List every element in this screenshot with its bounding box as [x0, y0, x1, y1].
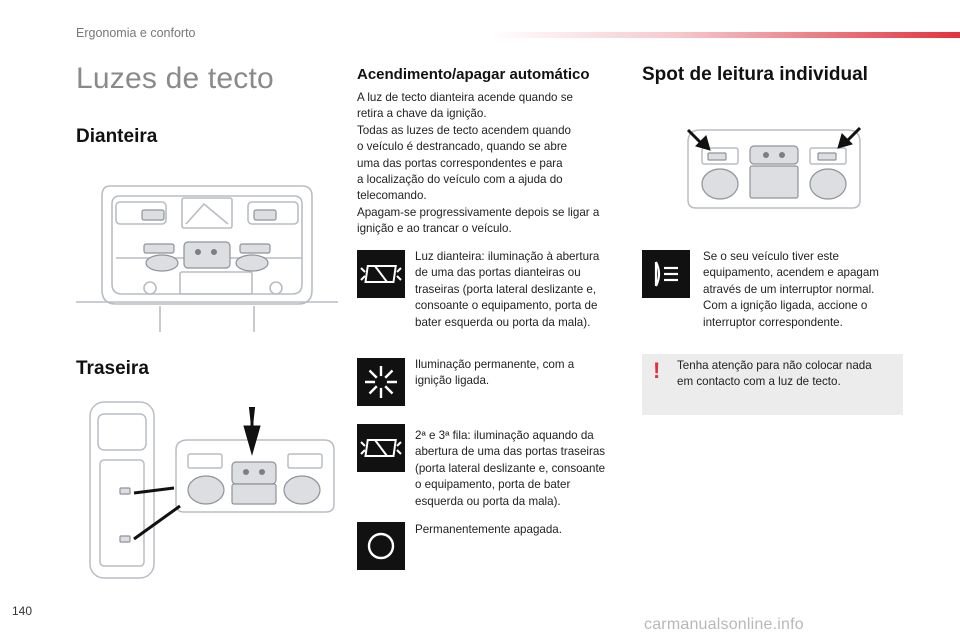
header-accent-bar [490, 32, 960, 38]
off-light-text: Permanentemente apagada. [415, 523, 562, 536]
reading-spot-heading: Spot de leitura individual [642, 64, 868, 85]
auto-on-off-heading: Acendimento/apagar automático [357, 66, 590, 83]
warning-text: Tenha atenção para não colocar nada em contacto com a luz de tecto. [677, 359, 872, 389]
page-title: Luzes de tecto [76, 62, 274, 95]
auto-intro-text: A luz de tecto dianteira acende quando se retira a chave da ignição. Todas as luzes de tecto acendem quando o veículo é destrancado, quando se abre uma das portas correspondentes e para a localização do veículo com a ajuda do telecomando. Apagam-se progressivamente depois se ligar a ignição e ao trancar o veículo. [357, 91, 600, 236]
sun-light-icon [357, 358, 405, 406]
rear-heading: Traseira [76, 358, 149, 379]
warning-exclamation-icon: ! [653, 358, 661, 383]
front-heading: Dianteira [76, 126, 158, 147]
rear-ceiling-light-illustration [76, 396, 338, 580]
reading-spot-text: Se o seu veículo tiver este equipamento, acendem e apagam através de um interruptor normal. Com a ignição ligada, accione o interruptor correspondente. [703, 250, 879, 329]
door-light-icon [357, 250, 405, 298]
off-circle-icon [357, 522, 405, 570]
front-ceiling-light-illustration [76, 172, 338, 332]
reading-light-icon [642, 250, 690, 298]
front-door-light-text: Luz dianteira: iluminação à abertura de uma das portas dianteiras ou traseiras (porta lateral deslizante e, consoante o equipamento, porta de bater esquerda ou porta da mala). [415, 250, 600, 329]
watermark: carmanualsonline.info [644, 616, 804, 633]
door-light-icon [357, 424, 405, 472]
section-label: Ergonomia e conforto [76, 26, 196, 40]
page-number: 140 [12, 604, 33, 618]
permanent-light-text: Iluminação permanente, com a ignição ligada. [415, 358, 575, 388]
reading-spot-illustration [676, 116, 872, 212]
rear-rows-light-text: 2ª e 3ª fila: iluminação aquando da abertura de uma das portas traseiras (porta lateral deslizante e, consoante o equipamento, porta de bater esquerda ou porta da mala). [415, 429, 606, 508]
